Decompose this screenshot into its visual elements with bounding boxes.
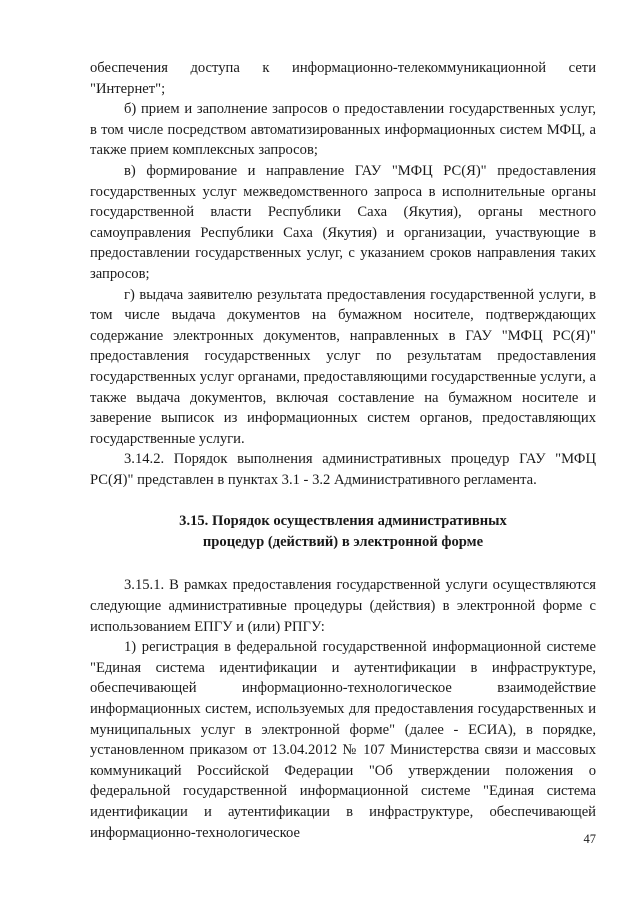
paragraph-3-14-2: 3.14.2. Порядок выполнения административных процедур ГАУ "МФЦ РС(Я)" представлен в пунктах 3.1 - 3.2 Административного регламента. bbox=[90, 451, 596, 488]
paragraph-item-b: б) прием и заполнение запросов о предоставлении государственных услуг, в том числе посредством автоматизированных информационных систем МФЦ, а также прием комплексных запросов; bbox=[90, 101, 596, 159]
section-heading-3-15 bbox=[90, 511, 596, 553]
paragraph-3-15-1: 3.15.1. В рамках предоставления государственной услуги осуществляются следующие административные процедуры (действия) в электронной форме с использованием ЕПГУ и (или) РПГУ: bbox=[90, 577, 596, 635]
section-heading-line-2: процедур (действий) в электронной форме bbox=[202, 534, 484, 551]
document-page bbox=[90, 58, 596, 843]
paragraph-item-1-esia: 1) регистрация в федеральной государственной информационной системе "Единая система идентификации и аутентификации в инфраструктуре, обеспечивающей информационно-технологическое взаимодействие информационных систем, используемых для предоставления государственных и муниципальных услуг в электронной форме" (далее - ЕСИА), в порядке, установленном приказом от 13.04.2012 № 107 Министерства связи и массовых коммуникаций Российской Федерации "Об утверждении положения о федеральной государственной информационной системе "Единая система идентификации и аутентификации в инфраструктуре, обеспечивающей информационно-технологическое bbox=[90, 639, 596, 841]
paragraph-item-v: в) формирование и направление ГАУ "МФЦ РС(Я)" предоставления государственных услуг межведомственного запроса в исполнительные органы государственной власти Республики Саха (Якутия), органы местного самоуправления Республики Саха (Якутия) и организации, участвующие в предоставлении государственных услуг, с указанием сроков направления таких запросов; bbox=[90, 162, 596, 282]
paragraph-item-g: г) выдача заявителю результата предоставления государственной услуги, в том числе выдача документов на бумажном носителе, подтверждающих содержание электронных документов, направленных в ГАУ "МФЦ РС(Я)" предоставления государственных услуг по результатам предоставления государственных услуг органами, предоставляющими государственные услуги, а также выдача документов, включая составление на бумажном носителе и заверение выписок из информационных систем органов, предоставляющих государственные услуги. bbox=[90, 286, 596, 447]
section-heading-line-1: 3.15. Порядок осуществления административных bbox=[179, 513, 507, 530]
page-number: 47 bbox=[583, 832, 596, 846]
paragraph-internet-access: обеспечения доступа к информационно-телекоммуникационной сети "Интернет"; bbox=[90, 60, 596, 97]
